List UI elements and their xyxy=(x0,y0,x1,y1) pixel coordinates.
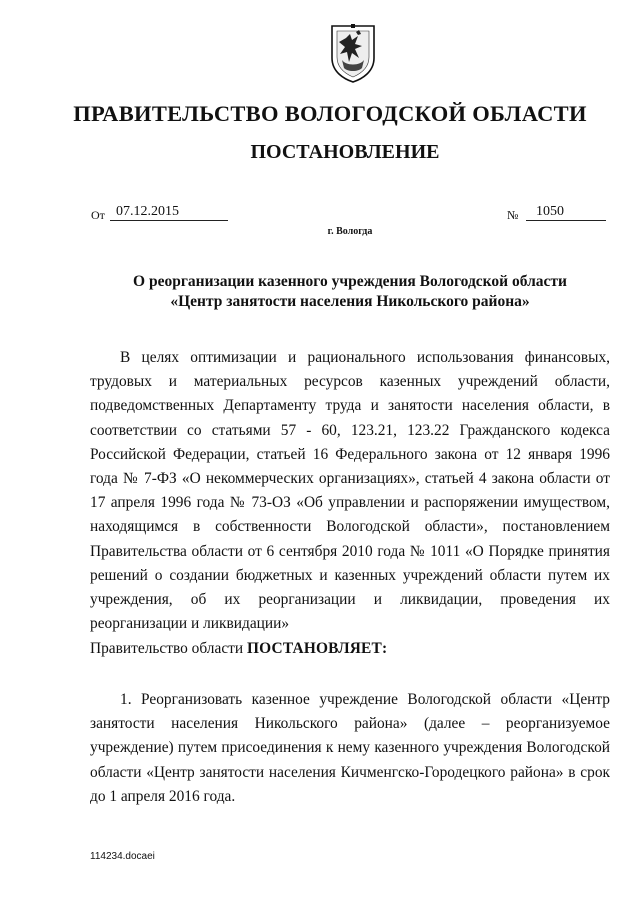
document-type: ПОСТАНОВЛЕНИЕ xyxy=(250,141,440,163)
coat-of-arms-icon xyxy=(328,22,378,84)
date-label: От xyxy=(91,208,105,222)
preamble-text: В целях оптимизации и рационального использования финансовых, трудовых и материальных ресурсов казенных учреждений области, подведомственных Департаменту труда и занятости населения области, в соответствии со статьями 57 - 60, 123.21, 123.22 Гражданского кодекса Российской Федерации, статьей 16 Федерального закона от 12 января 1996 года № 7-ФЗ «О некоммерческих организациях», статьей 4 закона области от 17 апреля 1996 года № 73-ОЗ «Об управлении и распоряжении имуществом, находящимся в собственности Вологодской области», постановлением Правительства области от 6 сентября 2010 года № 1011 «О Порядке принятия решений о создании бюджетных и казенных учреждений области путем их учреждения, об их реорганизации и ликвидации, проведения их реорганизации и ликвидации» xyxy=(90,349,610,633)
city-label: г. Вологда xyxy=(327,226,373,237)
subject-line-1: О реорганизации казенного учреждения Вологодской области xyxy=(133,273,567,290)
document-date: 07.12.2015 xyxy=(110,203,228,221)
item-1-text: 1. Реорганизовать казенное учреждение Вологодской области «Центр занятости населения Никольского района» (далее – реорганизуемое учреждение) путем присоединения к нему казенного учреждения Вологодской области «Центр занятости населения Кичменгско-Городецкого района» в срок до 1 апреля 2016 года. xyxy=(90,691,610,805)
file-reference: 114234.docaei xyxy=(90,851,155,862)
government-title: ПРАВИТЕЛЬСТВО ВОЛОГОДСКОЙ ОБЛАСТИ xyxy=(73,101,587,126)
decree-line xyxy=(90,640,387,658)
subject-line-2: «Центр занятости населения Никольского района» xyxy=(170,293,530,310)
item-1-paragraph xyxy=(90,688,610,809)
document-number: 1050 xyxy=(526,203,606,221)
document-subject xyxy=(60,272,640,312)
preamble-paragraph xyxy=(90,346,610,636)
decree-prefix: Правительство области xyxy=(90,640,244,657)
decree-word: ПОСТАНОВЛЯЕТ: xyxy=(246,640,388,657)
number-label: № xyxy=(507,208,519,222)
